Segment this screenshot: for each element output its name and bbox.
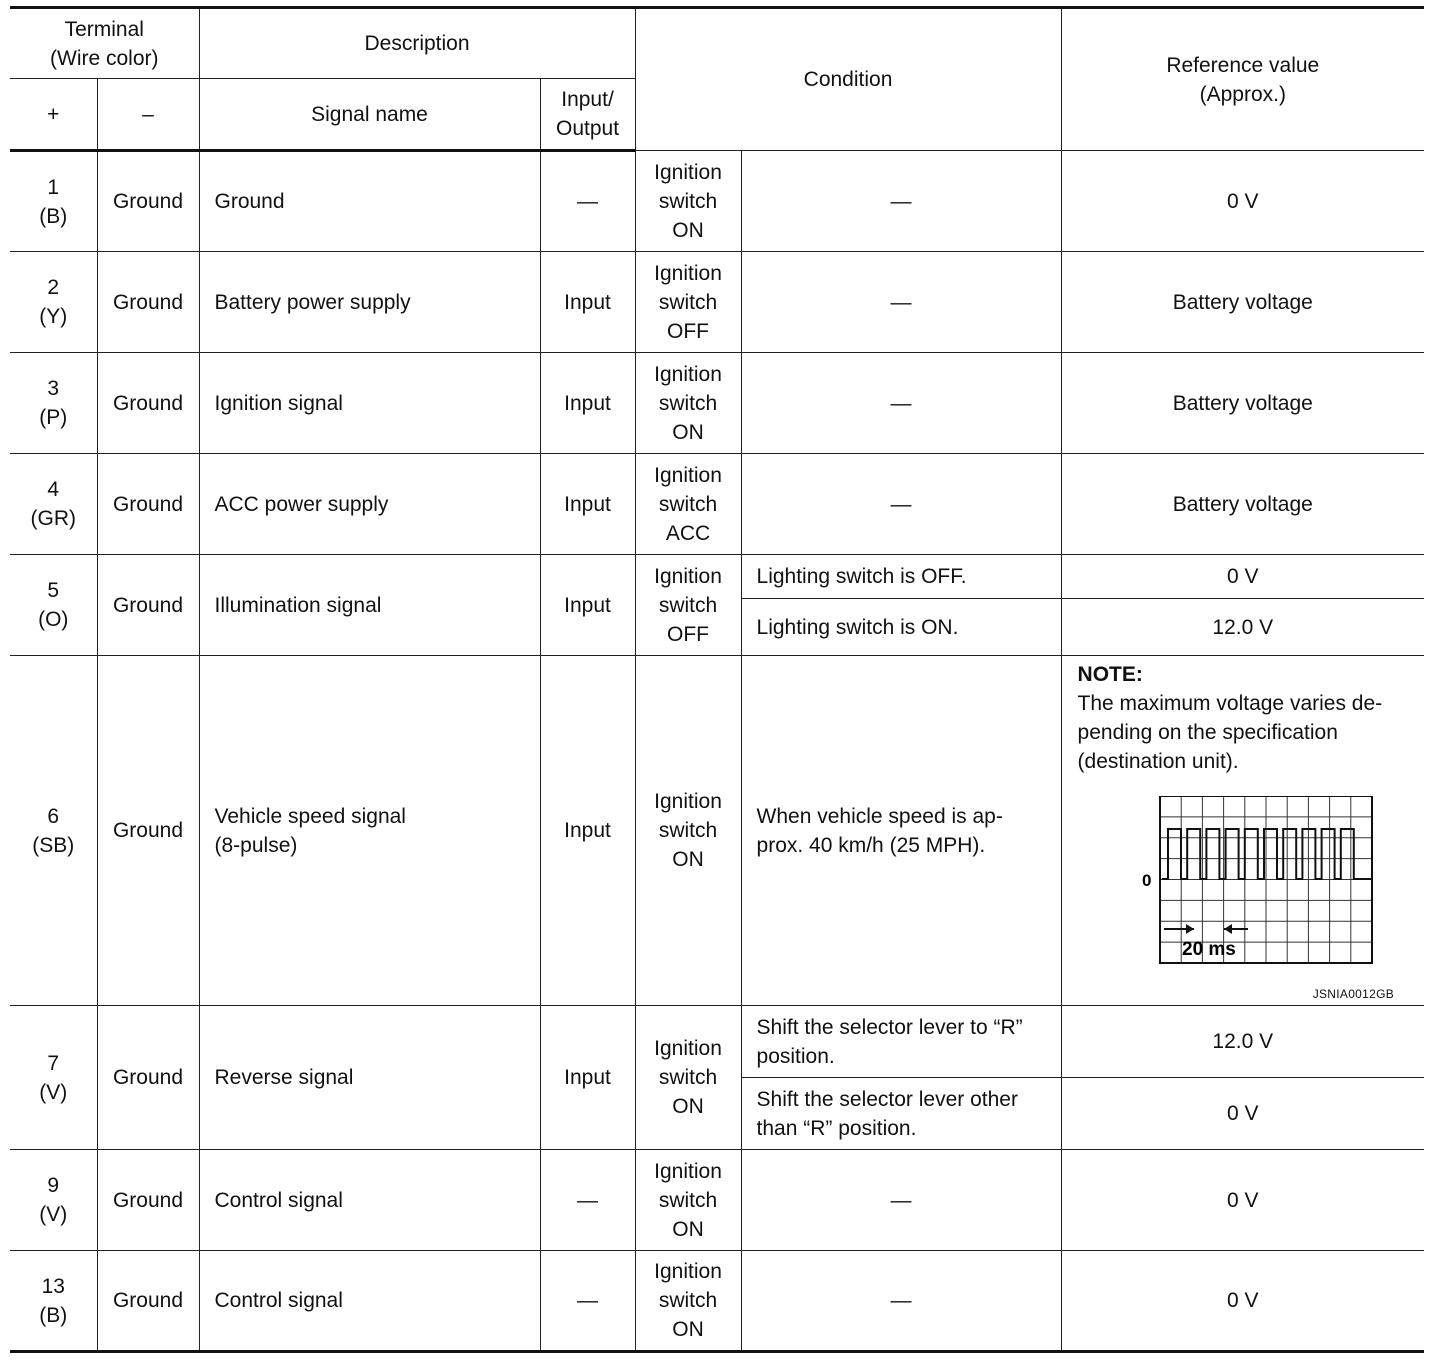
signal-name: ACC power supply	[199, 454, 540, 555]
header-description: Description	[199, 8, 635, 79]
ignition-state: Ignition switch ON	[635, 151, 741, 252]
header-minus: –	[97, 79, 199, 151]
table-row	[10, 555, 1424, 599]
ignition-state: Ignition switch ON	[635, 1006, 741, 1150]
input-output: Input	[540, 656, 635, 1006]
waveform-time-label: 20 ms	[1181, 939, 1236, 960]
signal-name: Reverse signal	[199, 1006, 540, 1150]
terminal-plus: 7 (V)	[10, 1006, 97, 1150]
terminal-plus: 2 (Y)	[10, 252, 97, 353]
signal-name: Ground	[199, 151, 540, 252]
terminal-plus: 6 (SB)	[10, 656, 97, 1006]
header-condition: Condition	[635, 8, 1061, 151]
signal-name: Illumination signal	[199, 555, 540, 656]
terminal-plus: 5 (O)	[10, 555, 97, 656]
signal-name: Ignition signal	[199, 353, 540, 454]
waveform-zero-label: 0	[1141, 871, 1151, 890]
signal-name: Vehicle speed signal (8-pulse)	[199, 656, 540, 1006]
oscilloscope-waveform	[1078, 796, 1417, 1001]
reference-value: 12.0 V	[1061, 599, 1424, 656]
terminal-minus: Ground	[97, 1006, 199, 1150]
condition: Shift the selector lever other than “R” position.	[741, 1078, 1061, 1150]
terminal-minus: Ground	[97, 454, 199, 555]
input-output: —	[540, 1150, 635, 1251]
terminal-minus: Ground	[97, 151, 199, 252]
note-line: pending on the specification	[1077, 721, 1338, 744]
input-output: Input	[540, 1006, 635, 1150]
condition: —	[741, 454, 1061, 555]
condition: Lighting switch is OFF.	[741, 555, 1061, 599]
table-row	[10, 1006, 1424, 1078]
terminal-minus: Ground	[97, 1251, 199, 1352]
header-input-output: Input/ Output	[540, 79, 635, 151]
condition: Shift the selector lever to “R” position.	[741, 1006, 1061, 1078]
input-output: Input	[540, 454, 635, 555]
header-reference: Reference value (Approx.)	[1061, 8, 1424, 151]
terminal-minus: Ground	[97, 555, 199, 656]
waveform-graphic	[1102, 796, 1432, 976]
ignition-state: Ignition switch ON	[635, 656, 741, 1006]
table-row	[10, 656, 1424, 1006]
ignition-state: Ignition switch ON	[635, 353, 741, 454]
note-line: The maximum voltage varies de-	[1077, 692, 1383, 715]
reference-value: 0 V	[1061, 555, 1424, 599]
terminal-plus: 9 (V)	[10, 1150, 97, 1251]
note-title: NOTE:	[1077, 663, 1143, 686]
header-plus: +	[10, 79, 97, 151]
ignition-state: Ignition switch OFF	[635, 555, 741, 656]
condition: —	[741, 353, 1061, 454]
terminal-plus: 1 (B)	[10, 151, 97, 252]
condition: When vehicle speed is ap- prox. 40 km/h (25 MPH).	[741, 656, 1061, 1006]
terminal-minus: Ground	[97, 353, 199, 454]
condition: Lighting switch is ON.	[741, 599, 1061, 656]
terminal-minus: Ground	[97, 252, 199, 353]
table-row	[10, 1150, 1424, 1251]
table-row	[10, 252, 1424, 353]
terminal-plus: 3 (P)	[10, 353, 97, 454]
reference-value: Battery voltage	[1061, 454, 1424, 555]
header-terminal: Terminal (Wire color)	[10, 8, 199, 79]
table-row	[10, 454, 1424, 555]
condition: —	[741, 1150, 1061, 1251]
signal-name: Control signal	[199, 1150, 540, 1251]
ignition-state: Ignition switch OFF	[635, 252, 741, 353]
signal-name: Control signal	[199, 1251, 540, 1352]
ignition-state: Ignition switch ON	[635, 1251, 741, 1352]
condition: —	[741, 151, 1061, 252]
table-row	[10, 353, 1424, 454]
input-output: Input	[540, 353, 635, 454]
input-output: —	[540, 1251, 635, 1352]
reference-value: Battery voltage	[1061, 353, 1424, 454]
figure-code: JSNIA0012GB	[1312, 987, 1395, 1001]
terminal-minus: Ground	[97, 1150, 199, 1251]
reference-value: 0 V	[1061, 151, 1424, 252]
table-row	[10, 151, 1424, 252]
reference-value: 12.0 V	[1061, 1006, 1424, 1078]
input-output: Input	[540, 252, 635, 353]
condition: —	[741, 1251, 1061, 1352]
terminal-plus: 4 (GR)	[10, 454, 97, 555]
input-output: —	[540, 151, 635, 252]
reference-value: Battery voltage	[1061, 252, 1424, 353]
signal-name: Battery power supply	[199, 252, 540, 353]
note-line: (destination unit).	[1077, 750, 1239, 773]
reference-value: 0 V	[1061, 1150, 1424, 1251]
ignition-state: Ignition switch ON	[635, 1150, 741, 1251]
header-signal-name: Signal name	[199, 79, 540, 151]
reference-value: 0 V	[1061, 1251, 1424, 1352]
input-output: Input	[540, 555, 635, 656]
reference-note	[1061, 656, 1424, 1006]
ignition-state: Ignition switch ACC	[635, 454, 741, 555]
terminal-plus: 13 (B)	[10, 1251, 97, 1352]
reference-value: 0 V	[1061, 1078, 1424, 1150]
condition: —	[741, 252, 1061, 353]
terminal-spec-table	[10, 6, 1424, 1353]
table-row	[10, 1251, 1424, 1352]
terminal-minus: Ground	[97, 656, 199, 1006]
pulse-trace	[1162, 829, 1372, 879]
